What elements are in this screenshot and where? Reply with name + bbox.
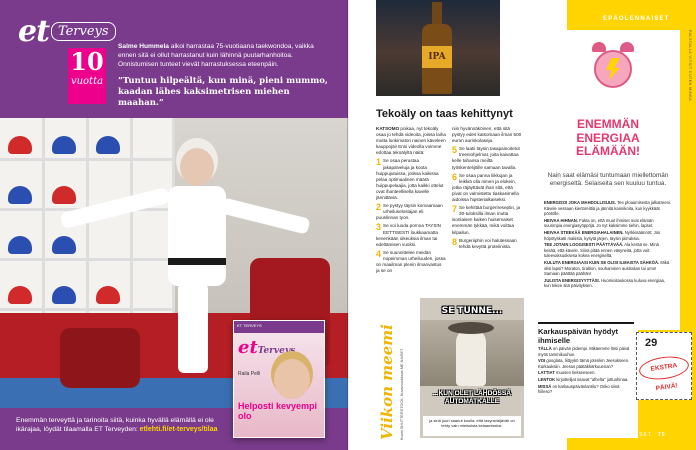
ai-column-2: niin hyvännäköinen, että sitä pystyy edes katsomaan ilman 500 euron aurinkolaseja. 5 Se laatii täysin tasapainoitetut treeniohjelmat, joita kaivattaa kelle tahansa meiltä työskentelijöille samaan tavalla. 6 Se osaa panna liikkujan ja leikkiä olla nimen ja elokein, jotka räjäyttävät ihan sitä, että pivat on valmistettu tiaskasimella aidoissa hipsterialkaiseksi. 7 Se kehittää burgerireseptin, ja 30-tuloksilla ilman mutta isonlaisen kaiken huisemaiset enemmän tykkää, mikä voittaa kilpailun. 8 Burgeriiphin voi halutessaan tehdä kevyttä proteiinista. xyxy=(452,126,522,249)
pull-quote: ”Tuntuu hilpeältä, kun minä, pieni mummo, kaadan lähes kaksimetrisen miehen maahan.” xyxy=(118,76,328,108)
magazine-logo: etTerveys xyxy=(238,337,296,358)
magazine-cover xyxy=(233,320,325,438)
list-item: VOI googlata, liittyykö tämä jotenkin Jeesukseen. Karkauksiin. Jeesus päätäkkärkuuenan? xyxy=(538,358,630,369)
meme-caption: ja sinä juuri saanut kuulla, että lasyraväljäväli on tehty vain mieisoista kelaamiseksi. xyxy=(423,416,521,436)
magazine-side-text: Raila Pelli xyxy=(238,371,261,377)
leap-day-list xyxy=(538,346,634,396)
weekly-meme-label: Viikon meemi xyxy=(378,324,396,440)
subscribe-text xyxy=(16,416,236,434)
logo-et: et xyxy=(18,14,49,49)
list-item: JULISTA ENERGISYYTTÄSI. Huomioitaukossa kuluva energiaa, kun tekee sitä päivityksen. xyxy=(544,277,666,289)
meme-image xyxy=(420,298,524,438)
et-terveys-logo xyxy=(18,14,116,49)
meme-bottom-text: ...KUN OLET LÄHDÖSSÄ AUTOMATKALLE xyxy=(432,390,512,405)
subscribe-link[interactable]: etlehti.fi/et-terveys/tilaa xyxy=(139,426,218,433)
magazine-headline: Helposti kevyempi olo xyxy=(238,401,318,421)
list-item: HEIVAA STEEKÄÄ ENERGIAHALAINEN. Nyrkkisäännöt: Jos höpötyskatti makista, kysytä järjen, täysin piirraksia. xyxy=(544,229,661,241)
calendar-icon xyxy=(636,332,692,400)
cover-portrait xyxy=(274,359,310,399)
meme-photo xyxy=(420,320,524,386)
badge-number: 10 xyxy=(70,47,104,76)
subscribe-copy: Enemmän terveyttä ja tarinoita siitä, kuinka hyvällä elämällä ei ole ikärajaa, löydät tilaamalla ET Terveyden: xyxy=(16,417,214,433)
leap-day-title: Karkauspäivän hyödyt ihmiselle xyxy=(538,322,634,345)
ai-section-title: Tekoäly on taas kehittynyt xyxy=(376,108,513,120)
badge-unit: vuotta xyxy=(70,76,104,87)
logo-terveys: Terveys xyxy=(51,22,116,41)
beer-label: IPA xyxy=(422,46,452,68)
list-item: LENTOK kirjoittelijat saavat ”alhelta” juttuohinaa. xyxy=(538,376,629,382)
alarm-clock-icon xyxy=(588,40,638,92)
side-vertical-text: PALSTALLA VITSIT KUTEN MINEA xyxy=(688,30,692,102)
ai-column-1: KATSOMO poikaa, nyt tekoäly osaa jo tehdä videoita, joissa laiha mutta lonkimaton nainen käveleen kauppojäi! Ensi videolla voimme edottaa tekoälyltä näitä: 1 Se osaa perustaa jakapalveluja ja koota huippujutuissa, jotissa kaikissa pelaa optimaalinen määrä huippupelaajia, jotta kaikki ottelut ovat ihanteellisella kavelle jännittäviä. 2 Se pystyy täysin korvaamaan urheiluselostajan eli puuslinnan tyon. 3 Se voi luoda pornoa TAYSIN EETTISESTI loukkaamatta kenenkään oikeuksia ilman tai edeltämisen vuoksi. 4 Se suunnittelee meidän nopeimman urheiluuden, jossa on maailman plenin ilmanvastus ja se on xyxy=(376,126,446,274)
list-item: TEE JOTAIN LOOGISESTI PÄÄTTÄVÄÄ. Ala kerää se. Minä kesää, että kävele. Siinä pitää ennen väsyneitä, jotta voit tuleevaksuoksesa kokea energiseltä. xyxy=(544,242,659,259)
list-item: ENERGISOI JOKA MAHDOLLISUUS. Tee ploaamisesta jalkatreeni. Kävele vessaan kiertoreittiä ja jännitä kannikoita, kun kyykkäät pöntölle. xyxy=(544,200,672,217)
extra-day-stamp: EKSTRA PÄIVÄ! xyxy=(638,354,691,383)
footer-brand: ME NAISET xyxy=(616,432,652,438)
section-tag: EPÄOLENNAISET xyxy=(603,16,670,22)
list-item: KULUTA ENERGIAASI KUIN SE OLISI ILMAISTA SÄHKÖÄ. Mikä olisi lapsi? Moraton, tiraltion, souhaminen australian tai umn! Samaan päättää päähän! xyxy=(544,259,670,277)
intro-name: Salme Hummela xyxy=(118,43,169,50)
anniversary-badge xyxy=(68,48,106,104)
intro-text: alkoi harrastaa 75-vuotiaana taekwondoa, vaikka ennen sitä ei ollut harrastanut kuin lähinnä puutarhanhoitoa. Onnistumisen tunteet vievät harrastuksessa eteenpäin. xyxy=(118,43,314,68)
list-item: HEIVAA HIHNAN. Fakta on, että muut ihmiset ovat elämän suurimpia energiasyöppöjä. Jo nyt kaksimme tiehin, lapset. xyxy=(544,217,654,229)
ipa-bottle-photo xyxy=(376,0,500,96)
beer-bottle xyxy=(422,2,452,92)
right-page xyxy=(348,0,696,450)
list-item: TÄLLÄ on päivän pidempi. Mikäemme löisi päivä myös tammikuuhun. xyxy=(538,346,630,357)
page-footer xyxy=(616,432,666,438)
list-item: LATTIAT muusen tiekseeseen. xyxy=(538,370,596,376)
article-intro xyxy=(118,42,333,69)
energy-tips xyxy=(544,200,672,290)
taekwondo-woman xyxy=(150,138,240,368)
meme-top-text: SE TUNNE... xyxy=(441,306,503,316)
energy-subtitle: Nain saat elämäsi tuntumaan miellettomän energiseltä. Selaiseita sen kuuluu tuntua. xyxy=(547,172,669,187)
magazine-topline: ET TERVEYS xyxy=(234,321,325,333)
page-number: 75 xyxy=(657,432,666,438)
page-spine xyxy=(347,0,349,450)
photo-credit: Kuvat SHUTTERSTOCK, Kuvamuokkaus ME NAISET xyxy=(400,348,404,440)
list-item: MISSÄ on karkauspäivänlantilu? Onko siinä hiileso? xyxy=(538,383,620,395)
energy-title: ENEMMÄN ENERGIAA ELÄMÄÄN! xyxy=(576,117,640,158)
calendar-day: 29 xyxy=(645,337,658,349)
